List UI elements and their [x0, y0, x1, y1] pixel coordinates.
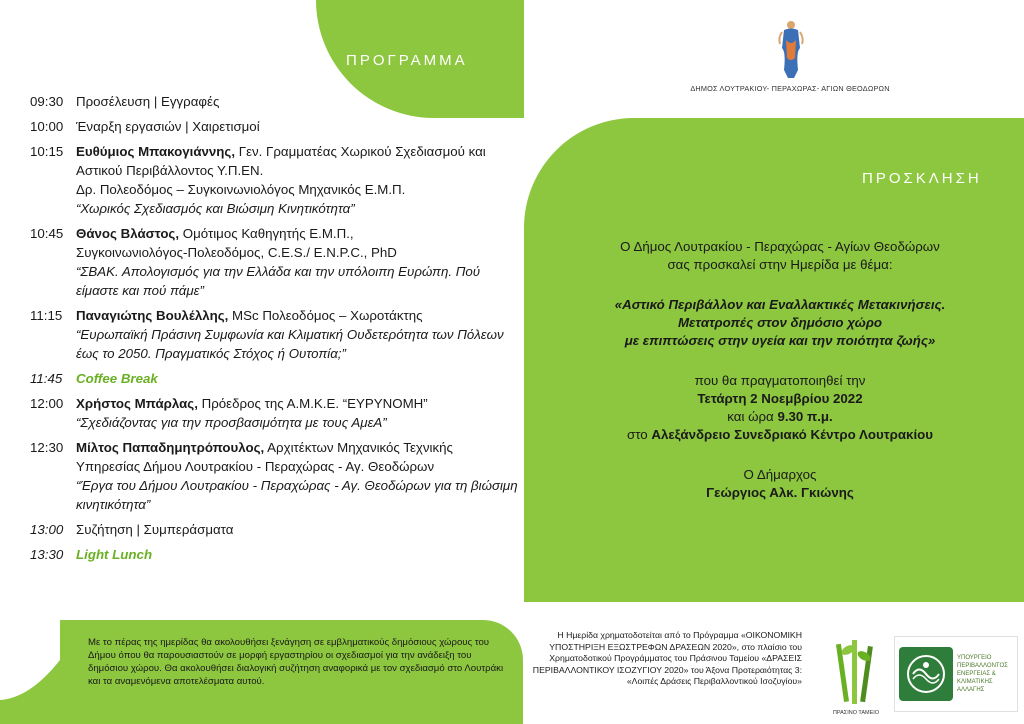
talk-title: “Χωρικός Σχεδιασμός και Βιώσιμη Κινητικότητα” [76, 201, 355, 216]
tour-note: Με το πέρας της ημερίδας θα ακολουθήσει ξενάγηση σε εμβληματικούς δημόσιους χώρους του Δήμου όπου θα παρουσιαστούν σε μορφή εργαστηρίου οι σχεδιασμοί για την ανάδειξη του δημόσιου χώρου. Θα ακολουθήσει διαλογική συζήτηση αναφορικά με τον σχεδιασμό στο Λουτράκι και τα αναμενόμενα αποτελέσματα αυτού. [60, 620, 523, 724]
schedule-item: 10:15 Ευθύμιος Μπακογιάννης, Γεν. Γραμματέας Χωρικού Σχεδιασμού και Αστικού Περιβάλλοντος Υ.Π.ΕΝ. Δρ. Πολεοδόμος – Συγκοινωνιολόγος Μηχανικός Ε.Μ.Π. “Χωρικός Σχεδιασμός και Βιώσιμη Κινητικότητα” [30, 144, 486, 216]
event-time: 9.30 π.μ. [777, 409, 833, 424]
speaker-name: Παναγιώτης Βουλέλλης, [76, 308, 229, 323]
schedule [30, 92, 520, 570]
schedule-item: 11:45 Coffee Break [30, 369, 520, 388]
schedule-item: 13:00 Συζήτηση | Συμπεράσματα [30, 522, 234, 537]
talk-title: “Σχεδιάζοντας για την προσβασιμότητα με τους ΑμεΑ” [76, 415, 387, 430]
schedule-item: 12:00 Χρήστος Μπάρλας, Πρόεδρος της Α.Μ.Κ.Ε. “ΕΥΡΥΝΟΜΗ” “Σχεδιάζοντας για την προσβασιμότητα με τους ΑμεΑ” [30, 396, 428, 430]
schedule-item: 09:30 Προσέλευση | Εγγραφές [30, 94, 220, 109]
decorative-shape [0, 660, 60, 724]
coffee-break: Coffee Break [76, 371, 158, 386]
mayor-name: Γεώργιος Αλκ. Γκιώνης [706, 485, 854, 500]
schedule-item: 13:30 Light Lunch [30, 545, 520, 564]
talk-title: “Έργα του Δήμου Λουτρακίου - Περαχώρας - Αγ. Θεοδώρων για τη βιώσιμη κινητικότητα” [76, 478, 518, 512]
municipality-logo: ΔΗΜΟΣ ΛΟΥΤΡΑΚΙΟΥ- ΠΕΡΑΧΩΡΑΣ- ΑΓΙΩΝ ΘΕΟΔΩΡΩΝ [690, 18, 890, 98]
talk-title: “ΣΒΑΚ. Απολογισμός για την Ελλάδα και την υπόλοιπη Ευρώπη. Πού είμαστε και πού πάμε” [76, 264, 481, 298]
schedule-item: 12:30 Μίλτος Παπαδημητρόπουλος, Αρχιτέκτων Μηχανικός Τεχνικής Υπηρεσίας Δήμου Λουτρακίου - Περαχώρας - Αγ. Θεοδώρων “Έργα του Δήμου Λουτρακίου - Περαχώρας - Αγ. Θεοδώρων για τη βιώσιμη κινητικότητα” [30, 440, 518, 512]
light-lunch: Light Lunch [76, 547, 153, 562]
invitation-title: ΠΡΟΣΚΛΗΣΗ [862, 170, 982, 187]
ministry-logo: ΥΠΟΥΡΓΕΙΟ ΠΕΡΙΒΑΛΛΟΝΤΟΣ ΕΝΕΡΓΕΙΑΣ & ΚΛΙΜΑΤΙΚΗΣ ΑΛΛΑΓΗΣ [894, 636, 1018, 712]
speaker-name: Ευθύμιος Μπακογιάννης, [76, 144, 236, 159]
event-venue: Αλεξάνδρειο Συνεδριακό Κέντρο Λουτρακίου [651, 427, 933, 442]
statue-icon [776, 18, 806, 80]
green-fund-logo-icon [828, 636, 884, 720]
funding-note: Η Ημερίδα χρηματοδοτείται από το Πρόγραμμα «ΟΙΚΟΝΟΜΙΚΗ ΥΠΟΣΤΗΡΙΞΗ ΕΞΩΣΤΡΕΦΩΝ ΔΡΑΣΕΩΝ 2020», στο πλαίσιο του Χρηματοδοτικού Προγράμματος του Πράσινου Ταμείου «ΔΡΑΣΕΙΣ ΠΕΡΙΒΑΛΛΟΝΤΙΚΟΥ ΙΣΟΖΥΓΙΟΥ 2020» του Άξονα Προτεραιότητας 3: «Λοιπές Δράσεις Περιβαλλοντικού Ισοζυγίου» [532, 630, 802, 686]
talk-title: “Ευρωπαϊκή Πράσινη Συμφωνία και Κλιματική Ουδετερότητα των Πόλεων έως το 2050. Πραγματικός Στόχος ή Ουτοπία;” [76, 327, 504, 361]
event-theme: «Αστικό Περιβάλλον και Εναλλακτικές Μετακινήσεις. [614, 297, 946, 312]
program-title: ΠΡΟΓΡΑΜΜΑ [346, 52, 468, 69]
environment-ministry-icon [899, 647, 953, 701]
speaker-name: Θάνος Βλάστος, [76, 226, 180, 241]
speaker-name: Μίλτος Παπαδημητρόπουλος, [76, 440, 265, 455]
speaker-name: Χρήστος Μπάρλας, [76, 396, 198, 411]
schedule-item: 10:00 Έναρξη εργασιών | Χαιρετισμοί [30, 119, 260, 134]
schedule-item: 10:45 Θάνος Βλάστος, Ομότιμος Καθηγητής Ε.Μ.Π., Συγκοινωνιολόγος-Πολεοδόμος, C.E.S./ E.N.P.C., PhD “ΣΒΑΚ. Απολογισμός για την Ελλάδα και την υπόλοιπη Ευρώπη. Πού είμαστε και πού πάμε” [30, 226, 481, 298]
event-date: Τετάρτη 2 Νοεμβρίου 2022 [697, 391, 863, 406]
schedule-item: 11:15 Παναγιώτης Βουλέλλης, MSc Πολεοδόμος – Χωροτάκτης “Ευρωπαϊκή Πράσινη Συμφωνία και Κλιματική Ουδετερότητα των Πόλεων έως το 2050. Πραγματικός Στόχος ή Ουτοπία;” [30, 308, 504, 361]
invitation-text: Ο Δήμος Λουτρακίου - Περαχώρας - Αγίων Θεοδώρων σας προσκαλεί στην Ημερίδα με θέμα: «Αστικό Περιβάλλον και Εναλλακτικές Μετακινήσεις. Μετατροπές στον δημόσιο χώρο με επιπτώσεις στην υγεία και την ποιότητα ζωής» που θα πραγματοποιηθεί την Τετάρτη 2 Νοεμβρίου 2022 και ώρα 9.30 π.μ. στο Αλεξάνδρειο Συνεδριακό Κέντρο Λουτρακίου Ο Δήμαρχος Γεώργιος Αλκ. Γκιώνης [560, 238, 1000, 502]
